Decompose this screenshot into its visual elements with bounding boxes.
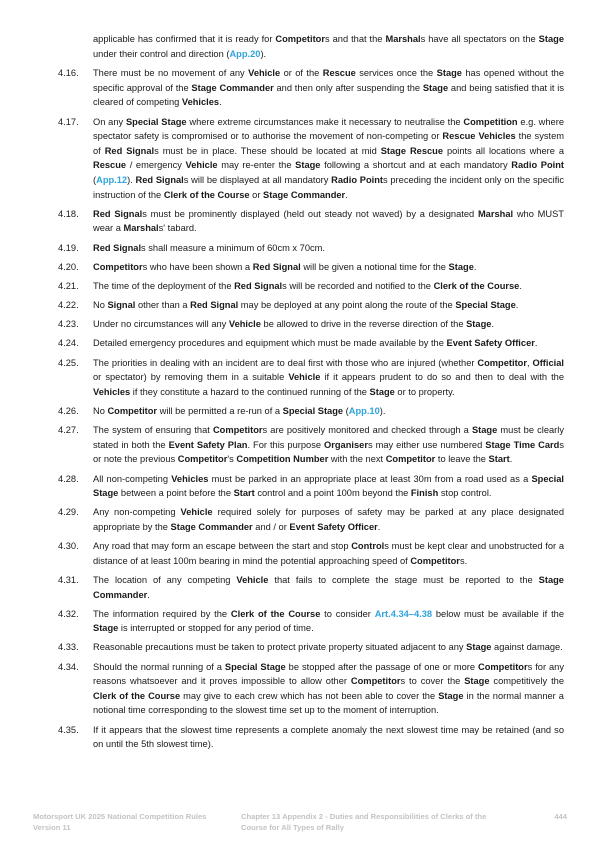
clause-text: or of the <box>280 68 323 79</box>
defined-term: Red Signal <box>234 280 283 291</box>
clause-text: s who have been shown a <box>142 261 253 272</box>
clause-text: is interrupted or stopped for any period of time. <box>118 623 314 634</box>
clause-text: will be permitted a re-run of a <box>157 406 283 416</box>
clause-text: s will be recorded and notified to the <box>282 280 434 291</box>
defined-term: Special Stage <box>125 116 187 127</box>
clause-text: . <box>509 454 513 465</box>
clause-4-28 <box>58 472 564 501</box>
defined-term: Stage <box>295 160 321 171</box>
defined-term: Special Stage <box>93 473 564 499</box>
clause-text: s. <box>459 555 468 566</box>
defined-term: Stage Commander <box>93 574 564 600</box>
clause-body <box>93 607 564 636</box>
clause-text: that fails to complete the stage must be reported to the <box>268 574 539 585</box>
defined-term: Stage <box>436 68 462 79</box>
clause-body <box>93 260 564 275</box>
defined-term: Competitor <box>410 555 460 566</box>
defined-term: Stage <box>464 676 490 687</box>
defined-term: Event Safety Officer <box>289 521 378 532</box>
clause-number: 4.29. <box>58 507 79 518</box>
clause-number: 4.20. <box>58 261 79 272</box>
clause-text: s and that the <box>324 34 386 44</box>
clause-text: s or note the previous <box>93 439 564 465</box>
clause-body <box>93 356 564 400</box>
clause-text: The time of the deployment of the <box>93 280 235 291</box>
defined-term: Rescue Vehicles <box>442 131 516 142</box>
clause-text: to consider <box>320 608 375 619</box>
defined-term: Marshal <box>385 34 421 44</box>
cross-reference-link[interactable]: App.12 <box>96 174 128 185</box>
clause-text: ). <box>127 174 136 185</box>
defined-term: Special Stage <box>455 300 516 311</box>
defined-term: Stage <box>369 386 395 397</box>
defined-term: Official <box>532 357 564 368</box>
clause-text: ). <box>260 48 267 59</box>
page-number: 444 <box>554 812 567 821</box>
defined-term: Clerk of the Course <box>230 608 321 619</box>
continued-paragraph <box>93 32 564 61</box>
clause-text: may be deployed at any point along the route of the <box>238 300 456 311</box>
cross-reference-link[interactable]: App.20 <box>229 48 261 59</box>
clause-text: s have all spectators on the <box>420 34 539 44</box>
defined-term: Organiser <box>324 439 368 450</box>
clause-number: 4.16. <box>58 68 79 79</box>
defined-term: Vehicles <box>93 386 131 397</box>
clause-text: has opened without the specific approval of the <box>93 68 564 93</box>
clause-body <box>93 660 564 718</box>
clause-text: / emergency <box>126 160 186 171</box>
clause-4-17 <box>58 115 564 203</box>
clause-text: , <box>526 357 533 368</box>
defined-term: Red Signal <box>93 208 143 219</box>
defined-term: Radio Point <box>331 174 383 185</box>
clause-text: Any non-competing <box>93 507 181 518</box>
defined-term: Red Signal <box>104 145 155 156</box>
clause-list <box>58 66 564 752</box>
clause-body <box>93 723 564 752</box>
clause-body <box>93 472 564 501</box>
clause-text: may give to each crew which has not been able to cover the <box>180 690 439 701</box>
clause-text: and being satisfied that it is cleared of competing <box>93 82 564 108</box>
clause-number: 4.17. <box>58 116 79 127</box>
defined-term: Marshal <box>123 223 159 234</box>
clause-text: the system of <box>93 131 564 156</box>
clause-text: must be parked in an appropriate place at least 30m from a road used as a <box>208 473 532 484</box>
clause-number: 4.18. <box>58 208 79 219</box>
clause-4-31 <box>58 573 564 602</box>
clause-text: ). <box>379 406 386 416</box>
defined-term: Special Stage <box>224 661 286 672</box>
clause-text: 's <box>227 454 237 465</box>
defined-term: Rescue <box>93 160 127 171</box>
defined-term: Red Signal <box>252 261 301 272</box>
clause-text: other than a <box>135 300 191 311</box>
clause-text: ( <box>343 406 349 416</box>
defined-term: Red Signal <box>190 300 239 311</box>
defined-term: Vehicle <box>236 574 269 585</box>
clause-number: 4.35. <box>58 724 79 735</box>
defined-term: Stage <box>538 34 564 44</box>
clause-body <box>93 404 564 419</box>
clause-number: 4.22. <box>58 300 79 311</box>
cross-reference-link[interactable]: Art.4.34–4.38 <box>374 608 433 619</box>
clause-body <box>93 336 564 351</box>
clause-text: required solely for purposes of safety may be parked at any place designated appropriate by the <box>93 507 565 532</box>
clause-text: . <box>519 280 522 291</box>
defined-term: Stage Time Card <box>485 439 560 450</box>
defined-term: Competitor <box>212 425 263 436</box>
clause-text: or to property. <box>394 386 455 397</box>
clause-text: below must be available if the <box>432 608 564 619</box>
clause-4-29 <box>58 505 564 534</box>
defined-term: Event Safety Officer <box>446 338 535 349</box>
clause-4-26 <box>58 404 564 419</box>
clause-body <box>93 539 564 568</box>
defined-term: Vehicle <box>180 507 213 518</box>
clause-number: 4.34. <box>58 661 79 672</box>
clause-text: s preceding the incident only on the specific instruction of the <box>93 174 564 200</box>
clause-text: with the next <box>328 454 386 465</box>
clause-4-27 <box>58 423 564 467</box>
defined-term: Signal <box>107 300 136 311</box>
clause-body <box>93 640 564 655</box>
clause-text: No <box>93 300 108 311</box>
clause-text: s are positively monitored and checked through a <box>262 425 472 436</box>
clause-body <box>93 298 564 313</box>
defined-term: Vehicle <box>248 68 281 79</box>
defined-term: Stage <box>466 319 492 330</box>
defined-term: Competitor <box>107 406 158 416</box>
clause-text: The location of any competing <box>93 574 237 585</box>
clause-text: s may either use numbered <box>367 439 486 450</box>
footer-chapter-line2: Course for All Types of Rally <box>241 823 344 832</box>
defined-term: Competitor <box>477 357 527 368</box>
clause-text: Under no circumstances will any <box>93 319 229 330</box>
defined-term: Stage <box>438 690 464 701</box>
defined-term: Start <box>488 454 510 465</box>
clause-number: 4.30. <box>58 541 79 552</box>
clause-text: if they constitute a hazard to the continued running of the <box>130 386 370 397</box>
clause-text: The system of ensuring that <box>93 425 213 436</box>
clause-text: s must be kept clear and unobstructed for a distance of at least 100m bearing in mind the potential approaching speed of <box>93 541 564 566</box>
clause-body <box>93 317 564 332</box>
clause-body <box>93 423 564 467</box>
clause-4-32 <box>58 607 564 636</box>
clause-text: control and a point 100m beyond the <box>254 488 411 499</box>
clause-text: If it appears that the slowest time represents a complete anomaly the next slowest time may be retained (and so on until the 5th slowest time). <box>93 724 564 750</box>
clause-4-33 <box>58 640 564 655</box>
clause-body <box>93 241 564 256</box>
defined-term: Clerk of the Course <box>433 280 520 291</box>
clause-text: . <box>377 521 381 532</box>
clause-text: . <box>219 97 222 108</box>
clause-text: where extreme circumstances make it necessary to neutralise the <box>186 116 464 127</box>
defined-term: Red Signal <box>135 174 184 185</box>
clause-number: 4.25. <box>58 357 79 368</box>
clause-text: e.g. where spectator safety is compromised or to authorise the movement of non-competing or <box>93 116 564 142</box>
defined-term: Competitor <box>177 454 228 465</box>
clause-text: who MUST wear a <box>93 208 564 234</box>
clause-text: Detailed emergency procedures and equipment which must be made available by the <box>93 338 447 349</box>
defined-term: Competitor <box>350 676 401 687</box>
defined-term: Vehicles <box>181 97 220 108</box>
clause-4-18 <box>58 207 564 236</box>
defined-term: Stage <box>93 623 119 634</box>
clause-number: 4.24. <box>58 338 79 349</box>
clause-number: 4.28. <box>58 473 79 484</box>
clause-text: if it appears prudent to do so and then to deal with the <box>320 372 564 383</box>
defined-term: Stage Rescue <box>380 145 444 156</box>
clause-body <box>93 207 564 236</box>
clause-text: must be clearly stated in both the <box>93 425 564 450</box>
defined-term: Stage Commander <box>263 189 346 200</box>
clause-text: against damage. <box>491 642 563 653</box>
clause-text: s must be in place. These should be located at mid <box>154 145 381 156</box>
defined-term: Clerk of the Course <box>163 189 250 200</box>
defined-term: Stage Commander <box>191 82 274 93</box>
clause-text: and / or <box>252 521 290 532</box>
clause-text: . <box>147 589 150 600</box>
clause-text: . <box>345 189 348 200</box>
defined-term: Vehicle <box>228 319 261 330</box>
clause-4-24 <box>58 336 564 351</box>
defined-term: Competitor <box>385 454 436 465</box>
clause-4-35 <box>58 723 564 752</box>
clause-4-20 <box>58 260 564 275</box>
clause-text: . For this purpose <box>247 439 325 450</box>
defined-term: Clerk of the Course <box>93 690 181 701</box>
defined-term: Competitor <box>275 34 325 44</box>
clause-text: The priorities in dealing with an incident are to deal first with those who are injured (whether <box>93 357 478 368</box>
clause-number: 4.23. <box>58 319 79 330</box>
clause-body <box>93 279 564 294</box>
defined-term: Control <box>351 541 385 552</box>
clause-text: s must be prominently displayed (held out steady not waved) by a designated <box>142 208 478 219</box>
clause-text: s to cover the <box>400 676 465 687</box>
clause-4-19 <box>58 241 564 256</box>
footer-rulebook-title: Motorsport UK 2025 National Competition Rules <box>33 812 207 821</box>
defined-term: Event Safety Plan <box>168 439 248 450</box>
clause-text: or <box>249 189 264 200</box>
footer-rulebook <box>33 811 233 833</box>
clause-4-34 <box>58 660 564 718</box>
defined-term: Stage <box>422 82 449 93</box>
defined-term: Vehicles <box>171 473 209 484</box>
defined-term: Special Stage <box>282 406 344 416</box>
clause-text: may re-enter the <box>217 160 296 171</box>
defined-term: Red Signal <box>93 242 142 253</box>
clause-text: be stopped after the passage of one or more <box>285 661 479 672</box>
defined-term: Competition Number <box>236 454 329 465</box>
defined-term: Vehicle <box>288 372 321 383</box>
clause-text: The information required by the <box>93 608 231 619</box>
clause-4-23 <box>58 317 564 332</box>
clause-text: stop control. <box>438 488 492 499</box>
defined-term: Rescue <box>322 68 356 79</box>
clause-text: Any road that may form an escape between the start and stop <box>93 541 352 552</box>
clause-text: services once the <box>355 68 437 79</box>
clause-text: s for any reasons whatsoever and it proves impossible to allow other <box>93 661 564 687</box>
clause-text: ( <box>93 174 97 185</box>
defined-term: Competitor <box>93 261 143 272</box>
clause-number: 4.21. <box>58 280 79 291</box>
defined-term: Competition <box>463 116 518 127</box>
clause-text: Should the normal running of a <box>93 661 225 672</box>
clause-4-22 <box>58 298 564 313</box>
clause-number: 4.27. <box>58 425 79 436</box>
clause-text: s will be displayed at all mandatory <box>183 174 332 185</box>
clause-text: under their control and direction ( <box>93 48 230 59</box>
defined-term: Start <box>233 488 255 499</box>
clause-text: be allowed to drive in the reverse direction of the <box>260 319 467 330</box>
clause-text: s' tabard. <box>158 223 197 234</box>
defined-term: Stage <box>466 642 492 653</box>
clause-text: competitively the <box>489 676 564 687</box>
clause-4-21 <box>58 279 564 294</box>
clause-text: All non-competing <box>93 473 172 484</box>
defined-term: Competitor <box>478 661 528 672</box>
clause-number: 4.32. <box>58 608 79 619</box>
clause-text: between a point before the <box>118 488 234 499</box>
defined-term: Stage <box>471 425 498 436</box>
clause-text: Reasonable precautions must be taken to protect private property situated adjacent to any <box>93 642 467 653</box>
clause-text: On any <box>93 116 126 127</box>
clause-body <box>93 505 564 534</box>
clause-4-16 <box>58 66 564 110</box>
clause-body <box>93 573 564 602</box>
clause-text: . <box>534 338 538 349</box>
clause-number: 4.33. <box>58 642 79 653</box>
defined-term: Marshal <box>477 208 514 219</box>
clause-number: 4.19. <box>58 242 79 253</box>
clause-text: will be given a notional time for the <box>300 261 449 272</box>
clause-text: . <box>473 261 477 272</box>
clause-text: s shall measure a minimum of 60cm x 70cm. <box>141 242 325 253</box>
clause-4-25 <box>58 356 564 400</box>
clause-body <box>93 115 564 203</box>
clause-body <box>93 66 564 110</box>
clause-text: and then only after suspending the <box>273 82 423 93</box>
clause-text: to leave the <box>435 454 489 465</box>
clause-text: There must be no movement of any <box>93 68 249 79</box>
clause-text: . <box>491 319 495 330</box>
clause-text: points all locations where a <box>443 145 565 156</box>
defined-term: Radio Point <box>511 160 564 171</box>
clause-text: . <box>515 300 519 311</box>
clause-text: in the normal manner a notional time corresponding to the slowest time set up to the moment of interruption. <box>93 690 564 716</box>
footer-chapter <box>241 811 531 833</box>
defined-term: Vehicle <box>185 160 218 171</box>
clause-text: No <box>93 406 108 416</box>
defined-term: Stage <box>448 261 474 272</box>
defined-term: Stage Commander <box>170 521 253 532</box>
clause-text: or spectator) by removing them in a suitable <box>93 372 289 383</box>
footer-version: Version 11 <box>33 823 71 832</box>
defined-term: Finish <box>410 488 439 499</box>
clause-4-30 <box>58 539 564 568</box>
clause-number: 4.26. <box>58 406 79 416</box>
clause-text: applicable has confirmed that it is ready for <box>93 34 276 44</box>
footer-chapter-line1: Chapter 13 Appendix 2 - Duties and Responsibilities of Clerks of the <box>241 812 487 821</box>
document-body <box>58 32 564 756</box>
clause-text: following a shortcut and at each mandatory <box>320 160 512 171</box>
cross-reference-link[interactable]: App.10 <box>348 406 380 416</box>
clause-number: 4.31. <box>58 574 79 585</box>
